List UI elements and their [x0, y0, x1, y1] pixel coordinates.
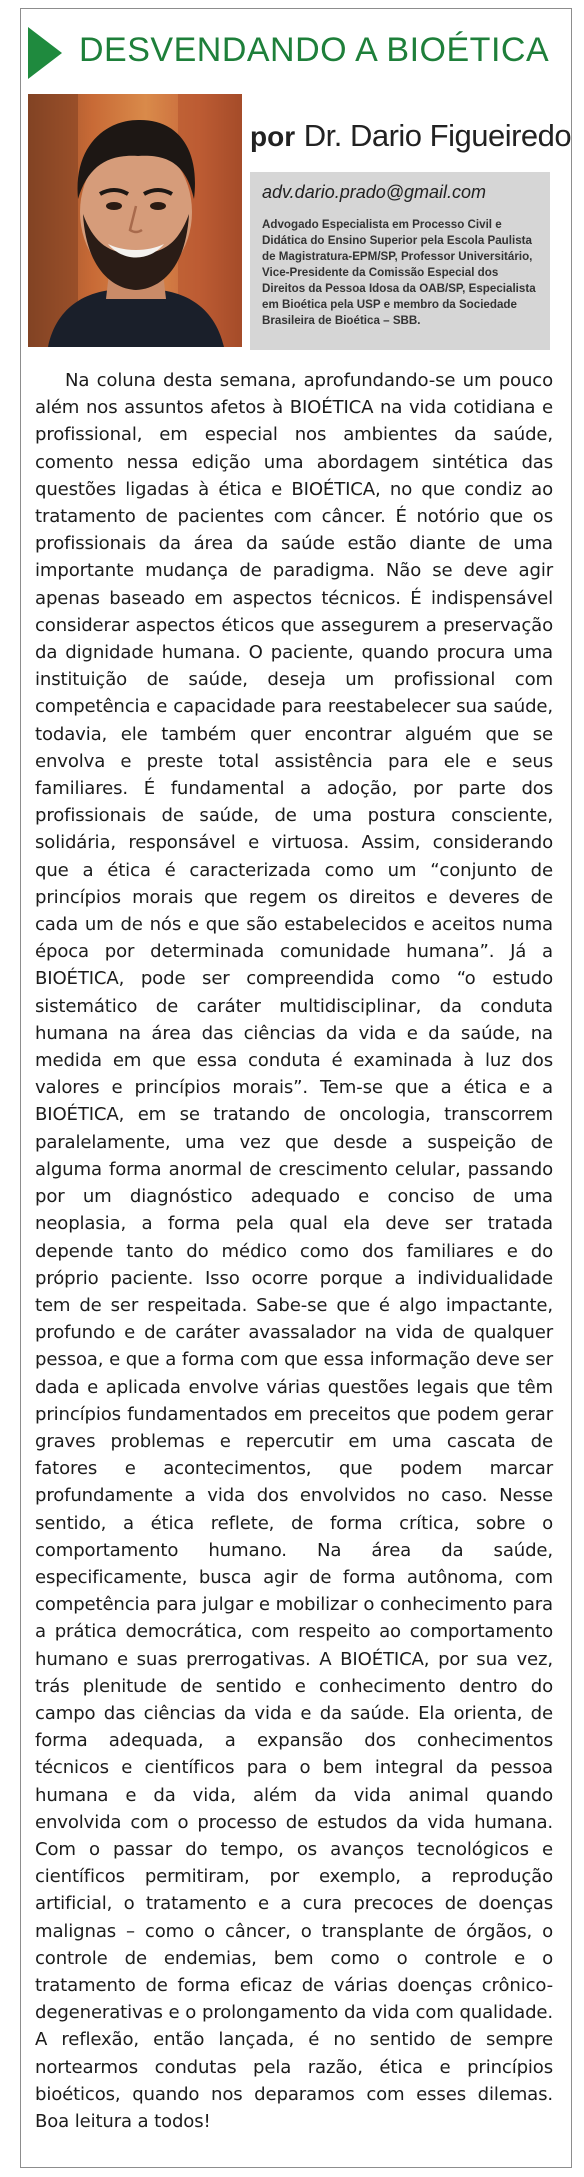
author-bio-box	[250, 172, 550, 350]
author-name: Dr. Dario Figueiredo	[303, 118, 572, 153]
byline-prefix: por	[250, 121, 296, 152]
triangle-marker-icon	[28, 27, 62, 79]
column-title: DESVENDANDO A BIOÉTICA	[79, 31, 550, 69]
article-body: Na coluna desta semana, aprofundando-se um pouco além nos assuntos afetos à BIOÉTICA na vida cotidiana e profissional, em especial nos ambientes da saúde, comento nessa edição uma abordagem sintética das questões ligadas à ética e BIOÉTICA, no que condiz ao tratamento de pacientes com câncer. É notório que os profissionais da área da saúde estão diante de uma importante mudança de paradigma. Não se deve agir apenas baseado em aspectos técnicos. É indispensável considerar aspectos éticos que assegurem a preservação da dignidade humana. O paciente, quando procura uma instituição de saúde, deseja um profissional com competência e capacidade para reestabelecer sua saúde, todavia, ele também quer encontrar alguém que se envolva e preste total assistência para ele e seus familiares. É fundamental a adoção, por parte dos profissionais de saúde, de uma postura consciente, solidária, responsável e virtuosa. Assim, considerando que a ética é caracterizada como um “conjunto de princípios morais que regem os direitos e deveres de cada um de nós e que são estabelecidos e aceitos numa época por determinada comunidade humana”. Já a BIOÉTICA, pode ser compreendida como “o estudo sistemático de caráter multidisciplinar, da conduta humana na área das ciências da vida e da saúde, na medida em que essa conduta é examinada à luz dos valores e princípios morais”. Tem-se que a ética e a BIOÉTICA, em se tratando de oncologia, transcorrem paralelamente, uma vez que desde a suspeição de alguma forma anormal de crescimento celular, passando por um diagnóstico adequado e conciso de uma neoplasia, a forma pela qual ela deve ser tratada depende tanto do médico como dos familiares e do próprio paciente. Isso ocorre porque a individualidade tem de ser respeitada. Sabe-se que é algo impactante, profundo e de caráter avassalador na vida de qualquer pessoa, e que a forma com que essa informação deve ser dada e aplicada envolve várias questões legais que têm princípios fundamentados em preceitos que podem gerar graves problemas e repercutir em uma cascata de fatores e acontecimentos, que podem marcar profundamente a vida dos envolvidos no caso. Nesse sentido, a ética reflete, de forma crítica, sobre o comportamento humano. Na área da saúde, especificamente, busca agir de forma autônoma, com competência para julgar e mobilizar o conhecimento para a prática democrática, com respeito ao comportamento humano e suas prerrogativas. A BIOÉTICA, por sua vez, trás plenitude de sentido e conhecimento dentro do campo das ciências da vida e da saúde. Ela orienta, de forma adequada, a expansão dos conhecimentos técnicos e científicos para o bem integral da pessoa humana e da vida, além da vida animal quando envolvida com o processo de estudos da vida humana. Com o passar do tempo, os avanços tecnológicos e científicos permitiram, por exemplo, a reprodução artificial, o tratamento e a cura precoces de doenças malignas – como o câncer, o transplante de órgãos, o controle de endemias, bem como o controle e o tratamento de forma eficaz de várias doenças crônico-degenerativas e o prolongamento da vida com qualidade. A reflexão, então lançada, é no sentido de sempre nortearmos condutas pela razão, ética e princípios bioéticos, quando nos deparamos com esses dilemas. Boa leitura a todos!	[35, 370, 553, 2132]
author-photo	[28, 94, 242, 347]
author-email: adv.dario.prado@gmail.com	[262, 182, 487, 202]
author-bio: Advogado Especialista em Processo Civil e Didática do Ensino Superior pela Escola Paulista de Magistratura-EPM/SP, Professor Universitário, Vice-Presidente da Comissão Especial dos Direitos da Pessoa Idosa da OAB/SP, Especialista em Bioética pela USP e membro da Sociedade Brasileira de Bioética – SBB.	[262, 218, 536, 327]
author-byline	[250, 118, 571, 154]
